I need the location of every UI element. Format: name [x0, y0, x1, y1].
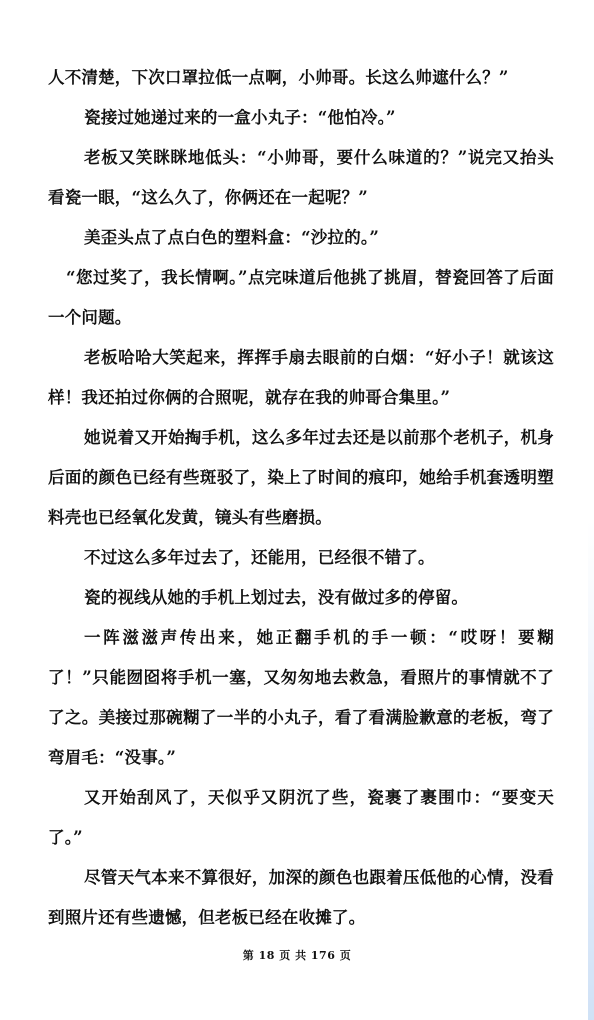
- paragraph: 瓷的视线从她的手机上划过去，没有做过多的停留。: [84, 588, 469, 607]
- paragraph: 老板又笑眯眯地低头：“小帅哥，要什么味道的？”说完又抬头看瓷一眼，“这么久了，你俩还在一起呢？”: [48, 148, 554, 207]
- paragraph: 不过这么多年过去了，还能用，已经很不错了。: [84, 548, 435, 567]
- paragraph: 瓷接过她递过来的一盒小丸子：“他怕冷。”: [84, 108, 396, 127]
- paragraph: 一阵滋滋声传出来，她正翻手机的手一顿：“哎呀！要糊了！”只能囫囵将手机一塞，又匆匆地去救急，看照片的事情就不了了之。美接过那碗糊了一半的小丸子，看了看满脸歉意的老板，弯了弯眉毛：“没事。”: [48, 628, 554, 767]
- paragraph: “您过奖了，我长情啊。”点完味道后他挑了挑眉，替瓷回答了后面一个问题。: [48, 268, 554, 327]
- scan-edge-tint: [588, 520, 594, 1020]
- paragraph: 美歪头点了点白色的塑料盒：“沙拉的。”: [84, 228, 380, 247]
- paragraph: 又开始刮风了，天似乎又阴沉了些，瓷裹了裹围巾：“要变天了。”: [48, 788, 554, 847]
- paragraph: 尽管天气本来不算很好，加深的颜色也跟着压低他的心情，没看到照片还有些遗憾，但老板已经在收摊了。: [48, 868, 554, 927]
- paragraph: 老板哈哈大笑起来，挥挥手扇去眼前的白烟：“好小子！就该这样！我还拍过你俩的合照呢，就存在我的帅哥合集里。”: [48, 348, 554, 407]
- paragraph-continued: 人不清楚，下次口罩拉低一点啊，小帅哥。长这么帅遮什么？”: [48, 68, 509, 87]
- paragraph: 她说着又开始掏手机，这么多年过去还是以前那个老机子，机身后面的颜色已经有些斑驳了，染上了时间的痕印，她给手机套透明塑料壳也已经氧化发黄，镜头有些磨损。: [48, 428, 554, 527]
- page-number-footer: 第 18 页 共 176 页: [242, 949, 352, 962]
